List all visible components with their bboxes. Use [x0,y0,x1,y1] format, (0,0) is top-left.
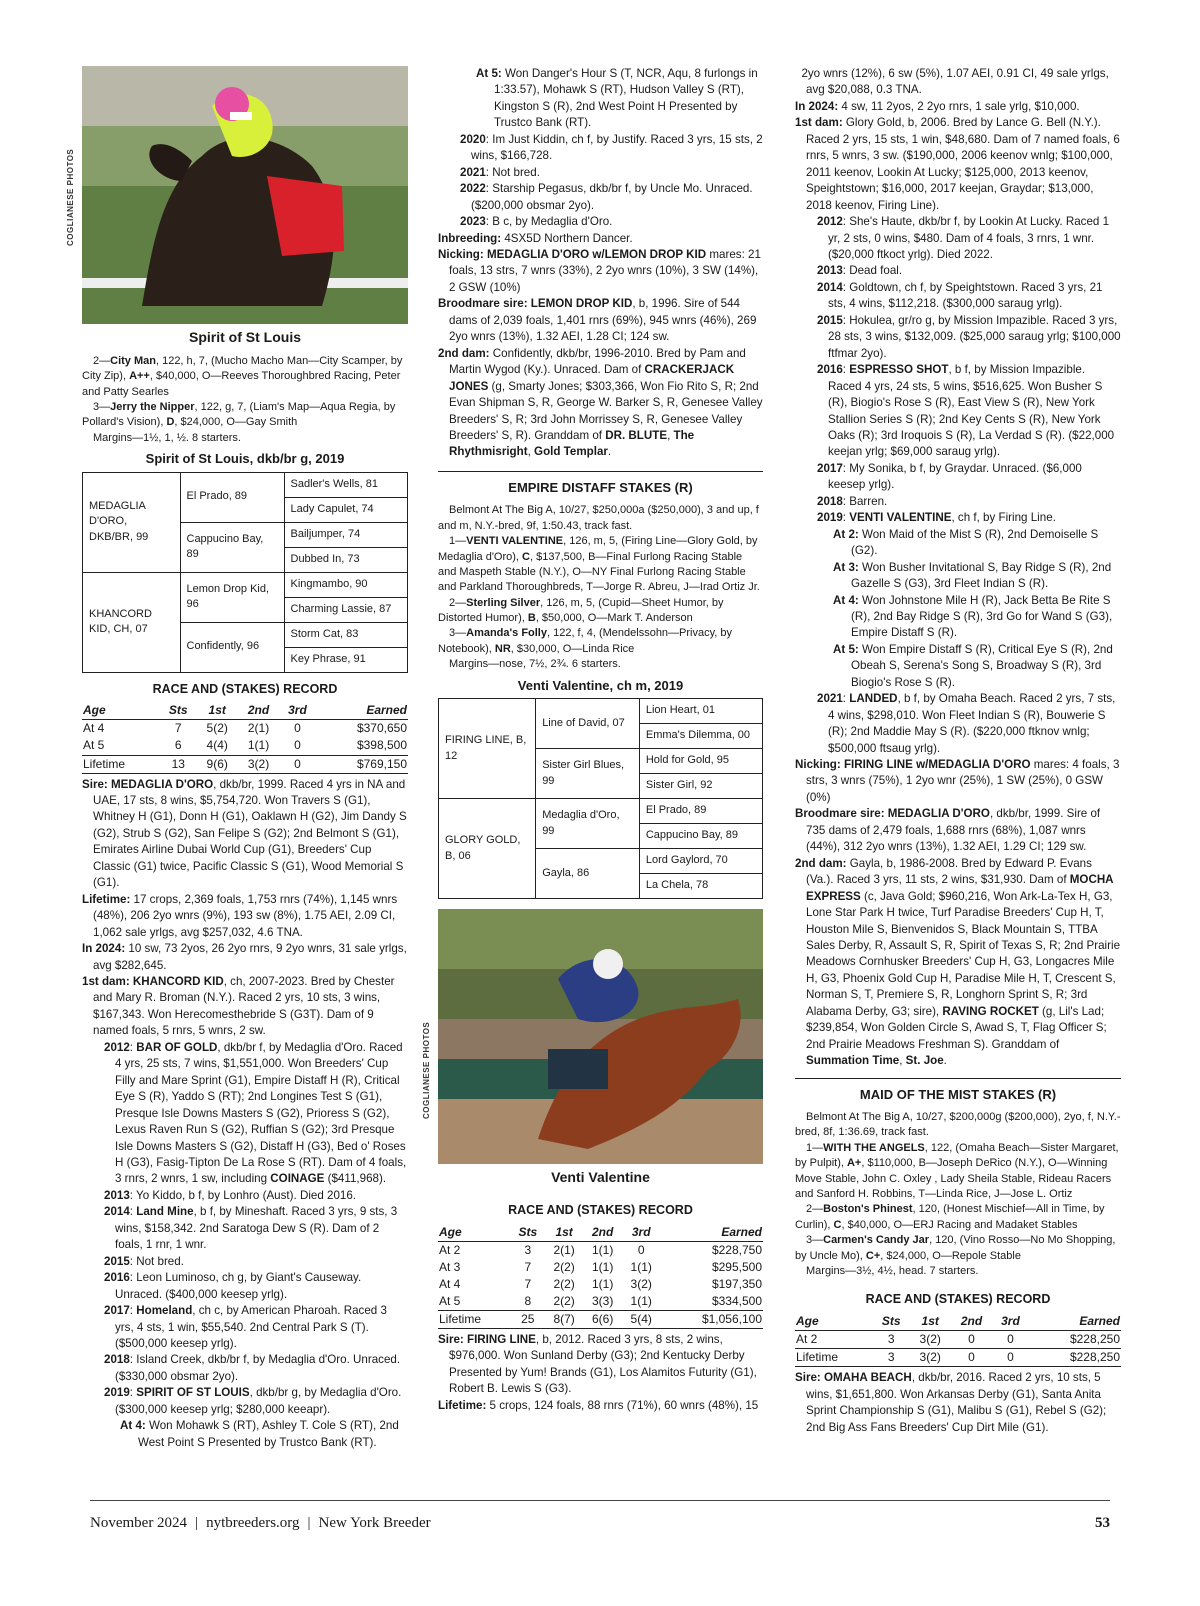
pedigree-grandparent: Confidently, 96 [180,622,284,672]
text-paragraph: 2013: Dead foal. [817,264,903,278]
text-paragraph: Sire: OMAHA BEACH, dkb/br, 2016. Raced 2 yrs, 10 sts, 5 wins, $1,651,800. Won Arkansas Derby (G1), Santa Anita Sprint Championship S (G1), Malibu S (G1), Rebel S (G2); 2nd Big Ass Fans Breeders' Cup Dirt Mile (G1). [795,1371,1107,1434]
pedigree-great-grandparent: Dubbed In, 73 [284,547,408,572]
pedigree-great-grandparent: El Prado, 89 [639,799,762,824]
race-record-table [82,702,408,773]
text-paragraph: 1st dam: KHANCORD KID, ch, 2007-2023. Bred by Chester and Mary R. Broman (N.Y.). Raced 2 yrs, 10 sts, 3 wins, $167,343. Won Herecomesthebride S (G3T). Dam of 9 named foals, 5 rnrs, 5 wnrs, 2 sw. [82,974,395,1038]
record-cell: 3(2) [630,1276,652,1291]
stakes-results [438,503,763,672]
record-cell: At 2 [796,1332,818,1347]
pedigree-grandparent: Cappucino Bay, 89 [180,522,284,572]
text-paragraph: Nicking: FIRING LINE w/MEDAGLIA D'ORO mares: 4 foals, 3 strs, 3 wnrs (75%), 1 2yo wnr (25%), 1 SW (25%), 0 GSW (0%) [795,758,1120,804]
text-paragraph: In 2024: 4 sw, 11 2yos, 2 2yo rnrs, 1 sale yrlg, $10,000. [795,99,1080,113]
record-cell: 2(2) [553,1276,575,1291]
photo-credit: COGLIANESE PHOTOS [66,148,75,246]
pedigree-great-grandparent: Lady Capulet, 74 [284,497,408,522]
pedigree-grandparent: El Prado, 89 [180,472,284,522]
pedigree-dam: KHANCORD KID, CH, 07 [83,572,181,672]
race-photo-venti-valentine [422,909,763,1164]
record-header: Age [795,1313,873,1331]
horse-photo-illustration [82,66,408,324]
record-cell: Lifetime [438,1310,511,1328]
pedigree-great-grandparent: Kingmambo, 90 [284,572,408,597]
record-header: 2nd [238,702,279,720]
text-paragraph: 2019: VENTI VALENTINE, ch f, by Firing Line. [817,511,1056,525]
result-line: Belmont At The Big A, 10/27, $250,000a ($250,000), 3 and up, f and m, N.Y.-bred, 9f, 1:50.43, track fast. [438,504,759,532]
result-line: 3—Jerry the Nipper, 122, g, 7, (Liam's Map—Aqua Regia, by Pollard's Vision), D, $24,000, O—Gay Smith [82,401,396,429]
stakes-results [795,1110,1121,1279]
text-paragraph: 2017: My Sonika, b f, by Graydar. Unraced. ($6,000 keesep yrlg). [817,461,1082,492]
text-paragraph: 2015: Not bred. [104,1254,184,1268]
record-header: 3rd [992,1313,1029,1331]
text-paragraph: At 5: Won Danger's Hour S (T, NCR, Aqu, 8 furlongs in 1:33.57), Mohawk S (RT), Hudson Valley S (RT), Kingston S (R), 2nd West Point H Presented by Trustco Bank (RT). [476,67,758,130]
record-cell: 7 [524,1276,532,1291]
record-header: Age [82,702,160,720]
record-row [438,1293,763,1311]
text-paragraph: Sire: MEDAGLIA D'ORO, dkb/br, 1999. Raced 4 yrs in NA and UAE, 17 sts, 8 wins, $5,754,720. Won Travers S (G1), Whitney H (G1), Donn H (G1), Oaklawn H (G2), Jim Dandy S (G2), Strub S (G2), San Felipe S (G2); 2nd Belmont S (G1), Emirates Airline Dubai World Cup (G1), Breeders' Cup Classic (G1) twice, Pacific Classic S (G1), Wood Memorial S (G1). [82,777,407,890]
record-cell: 3(2) [238,755,279,773]
record-title: RACE AND (STAKES) RECORD [865,1292,1051,1307]
page-number: 53 [1095,1515,1110,1531]
text-paragraph: 2012: BAR OF GOLD, dkb/br f, by Medaglia d'Oro. Raced 4 yrs, 25 sts, 7 wins, $1,551,000. Won Breeders' Cup Filly and Mare Sprint (G1), Empire Distaff H (R), Critical Eye S (R), Yaddo S (RT); 2nd Longines Test S (G1), Presque Isle Downs Masters S (G2), Prioress S (G2), Lexus Raven Run S (G2), Ruffian S (G2); 3rd Presque Isle Downs Masters S (G2), Distaff H (G3), Bed o' Roses H (G3), Fasig-Tipton De La Rose S (RT). Dam of 4 foals, 3 rnrs, 2 wnrs, 1 sw, including COINAGE ($411,968). [104,1040,407,1186]
pedigree-great-grandparent: Sister Girl, 92 [639,774,762,799]
record-cell: 1(1) [630,1293,652,1308]
record-cell: 4(4) [206,738,228,753]
record-cell: 3 [873,1349,910,1367]
result-line: 1—WITH THE ANGELS, 122, (Omaha Beach—Sister Margaret, by Pulpit), A+, $110,000, B—Joseph DeRico (N.Y.), O—Winning Move Stable, John C. Oxley , Lady Sheila Stable, Rideau Racers and Sanford H. Robbins, T—Linda Rice, J—Jose L. Ortiz [795,1141,1119,1201]
race-results [82,354,408,446]
record-cell: 1(1) [592,1242,614,1257]
text-paragraph: In 2024: 10 sw, 73 2yos, 26 2yo rnrs, 9 2yo wnrs, 31 sale yrlgs, avg $282,645. [82,942,407,972]
pedigree-great-grandparent: La Chela, 78 [639,874,762,899]
text-paragraph: At 3: Won Busher Invitational S, Bay Ridge S (R), 2nd Gazelle S (G3), 3rd Fleet Indian S (R). [833,560,1112,591]
record-cell: $370,650 [356,721,407,736]
record-row [82,737,408,755]
pedigree-great-grandparent: Hold for Gold, 95 [639,749,762,774]
footer-publication: New York Breeder [318,1515,431,1531]
pedigree-great-grandparent: Emma's Dilemma, 00 [639,724,762,749]
record-cell: 0 [968,1332,975,1347]
record-cell: At 5 [439,1293,461,1308]
record-header: Earned [661,1224,764,1242]
record-cell: 5(4) [622,1310,661,1328]
text-paragraph: 2014: Land Mine, b f, by Mineshaft. Raced 3 yrs, 9 sts, 3 wins, $158,342. 2nd Saratoga Dew S (R). Dam of 2 foals, 1 rnr, 1 wnr. [104,1205,398,1252]
record-cell: $398,500 [356,738,407,753]
record-cell: $769,150 [316,755,408,773]
column-2 [422,66,763,1414]
record-cell: At 4 [83,721,105,736]
record-cell: At 4 [439,1276,461,1291]
record-cell: 0 [637,1242,645,1257]
photo-caption: Spirit of St Louis [189,329,301,345]
record-cell: 2(1) [553,1242,575,1257]
record-cell: 2(2) [553,1259,575,1274]
pedigree-great-grandparent: Key Phrase, 91 [284,647,408,672]
text-paragraph: At 2: Won Maid of the Mist S (R), 2nd Demoiselle S (G2). [833,527,1099,558]
result-line: Margins—nose, 7½, 2¾. 6 starters. [449,658,621,671]
text-paragraph: 2018: Island Creek, dkb/br f, by Medaglia d'Oro. Unraced. ($330,000 obsmar 2yo). [104,1353,401,1383]
record-cell: 1(1) [592,1259,614,1274]
text-paragraph: 1st dam: Glory Gold, b, 2006. Bred by Lance G. Bell (N.Y.). Raced 2 yrs, 15 sts, 1 win, $48,680. Dam of 7 named foals, 6 rnrs, 5 wnrs, 3 sw. ($190,000, 2006 keenov wnlg; $100,000, 2011 keenov, Lookin At Lucky; $125,000, 2013 keenov, Speightstown; $16,000, 2017 keejan, Graydar; $13,000, 2018 keenov, Firing Line). [795,116,1120,212]
record-row [795,1331,1121,1349]
sire-notes [795,1370,1121,1436]
record-cell: 3(2) [919,1332,941,1347]
photo-credit: COGLIANESE PHOTOS [422,1021,431,1120]
text-paragraph: At 4: Won Johnstone Mile H (R), Jack Betta Be Rite S (R), 2nd Bay Ridge S (R), 3rd Go for Wand S (G3), Empire Distaff S (R). [833,593,1113,640]
text-paragraph: 2020: Im Just Kiddin, ch f, by Justify. Raced 3 yrs, 15 sts, 2 wins, $166,728. [460,132,763,163]
text-paragraph: 2015: Hokulea, gr/ro g, by Mission Impazible. Raced 3 yrs, 28 sts, 3 wins, $132,009. ($25,000 saraug yrlg; $100,000 ftfmar 2yo). [817,313,1121,360]
record-cell: 5(2) [206,721,228,736]
record-cell: $295,500 [711,1259,762,1274]
record-cell: 0 [279,755,316,773]
pedigree-great-grandparent: Lord Gaylord, 70 [639,849,762,874]
text-paragraph: Lifetime: 17 crops, 2,369 foals, 1,753 rnrs (74%), 1,145 wnrs (48%), 206 2yo wnrs (9%), 193 sw (8%), 1.75 AEI, 2.09 CI, 1,062 sale yrlgs, avg $257,032, 4.6 TNA. [82,892,398,939]
record-cell: 1(1) [592,1276,614,1291]
text-paragraph: 2nd dam: Gayla, b, 1986-2008. Bred by Edward P. Evans (Va.). Raced 3 yrs, 11 sts, 2 wins, $31,930. Dam of MOCHA EXPRESS (c, Java Gold; $960,216, Won Ark-La-Tex H, G3, Lone Star Park H twice, Turf Paradise Breeders' Cup H, T, Houston Mile S, Bienvenidos S, Black Mountain S, TTBA Sales Derby, R, Assault S, R, Spirit of Texas S, R; 2nd Prairie Meadows Cornhusker Breeders' Cup H, G3, Longacres Mile H, G3, Phoenix Gold Cup H, Paradise Mile H, T, Crescent S, Norman S, T, Premiere S, R, Longhorn Sprint S, R; 3rd Alabama Derby, G3; sire), RAVING ROCKET (g, Lil's Lad; $239,854, Won Golden Circle S, Awad S, T, Flag Officer S; 2nd Prairie Meadows Freshman S). Granddam of Summation Time, St. Joe. [795,856,1121,1068]
record-cell: 0 [294,738,301,753]
record-header: Sts [511,1224,545,1242]
result-line: Belmont At The Big A, 10/27, $200,000g ($200,000), 2yo, f, N.Y.-bred, 8f, 1:36.69, track fast. [795,1111,1121,1139]
record-row [82,720,408,738]
text-paragraph: Sire: FIRING LINE, b, 2012. Raced 3 yrs, 8 sts, 2 wins, $976,000. Won Sunland Derby (G3); 2nd Kentucky Derby Presented by Yum! Brands (G1), Los Alamitos Futurity (G1), Robert B. Lewis S (G3). [438,1332,757,1396]
result-line: Margins—1½, 1, ½. 8 starters. [93,431,241,444]
record-cell: Lifetime [795,1349,873,1367]
pedigree-table [438,698,763,899]
record-cell: 3 [887,1332,895,1347]
text-paragraph: 2019: SPIRIT OF ST LOUIS, dkb/br g, by Medaglia d'Oro. ($300,000 keesep yrlg; $280,000 keeapr). [104,1386,402,1416]
pedigree-great-grandparent: Lion Heart, 01 [639,699,762,724]
text-paragraph: 2nd dam: Confidently, dkb/br, 1996-2010. Bred by Pam and Martin Wygod (Ky.). Unraced. Dam of CRACKERJACK JONES (g, Smarty Jones; $303,366, Won Fio Rito S, R; 2nd Evan Shipman S, R, George W. Barker S, R, Genesee Valley Breeders' S, R; 3rd John Morrissey S, R, Genesee Valley Breeders' S, R). Granddam of DR. BLUTE, The Rhythmisright, Gold Templar. [438,346,763,459]
text-paragraph: Inbreeding: 4SX5D Northern Dancer. [438,231,633,245]
pedigree-great-grandparent: Storm Cat, 83 [284,622,408,647]
result-line: 1—VENTI VALENTINE, 126, m, 5, (Firing Line—Glory Gold, by Medaglia d'Oro), C, $137,500, B—Final Furlong Racing Stable and Maspeth Stable (N.Y.), O—NY Final Furlong Racing Stable and Parkland Thoroughbreds, T—Jorge R. Abreu, J—Irad Ortiz Jr. [438,535,760,594]
pedigree-grandparent: Medaglia d'Oro, 99 [536,799,640,849]
pedigree-title: Spirit of St Louis, dkb/br g, 2019 [145,451,345,467]
record-cell: 1(1) [247,738,270,753]
record-cell: 6 [174,738,182,753]
record-row [438,1276,763,1293]
text-paragraph: 2014: Goldtown, ch f, by Speightstown. Raced 3 yrs, 21 sts, 4 wins, $112,218. ($300,000 saraug yrlg). [817,280,1103,311]
result-line: 2—City Man, 122, h, 7, (Mucho Macho Man—City Scamper, by City Zip), A++, $40,000, O—Reeves Thoroughbred Racing, Peter and Patty Searles [82,354,403,398]
record-header: Age [438,1224,511,1242]
record-cell: $1,056,100 [661,1310,764,1328]
text-paragraph: 2012: She's Haute, dkb/br f, by Lookin At Lucky. Raced 1 yr, 2 sts, 0 wins, $480. Dam of 4 foals, 3 rnrs, 1 wnr. ($20,000 ftkoct yrlg). Died 2022. [817,215,1110,261]
pedigree-table [82,472,408,673]
text-paragraph: At 5: Won Empire Distaff S (R), Critical Eye S (R), 2nd Obeah S, Serena's Song S, Broadway S (R), 3rd Biogio's Rose S (R). [833,642,1113,689]
record-header: 2nd [951,1313,992,1331]
record-header: 2nd [583,1224,622,1242]
text-paragraph: 2023: B c, by Medaglia d'Oro. [460,215,613,229]
record-row [438,1241,763,1259]
column-1 [66,66,408,1451]
page-footer: November 2024 | nytbreeders.org | New York Breeder 53 [90,1500,1110,1532]
record-header: 1st [197,702,238,720]
text-paragraph: 2017: Homeland, ch c, by American Pharoah. Raced 3 yrs, 4 sts, 1 win, $55,540. 2nd Central Park S (T). ($500,000 keesep yrlg). [104,1304,387,1350]
record-cell: 6(6) [583,1310,622,1328]
pedigree-grandparent: Lemon Drop Kid, 96 [180,572,284,622]
sire-dam-notes [82,777,408,1452]
family-notes [795,66,1121,1070]
pedigree-title: Venti Valentine, ch m, 2019 [517,677,684,693]
record-cell: 3(2) [910,1349,951,1367]
pedigree-grandparent: Gayla, 86 [536,849,640,899]
record-header: 1st [910,1313,951,1331]
record-cell: 0 [951,1349,992,1367]
pedigree-great-grandparent: Charming Lassie, 87 [284,597,408,622]
result-line: 2—Sterling Silver, 126, m, 5, (Cupid—Sheet Humor, by Distorted Humor), B, $50,000, O—Mark T. Anderson [438,596,724,625]
record-cell: $197,350 [711,1276,762,1291]
footer-month: November 2024 [90,1515,188,1531]
record-cell: 7 [174,721,182,736]
record-cell: At 5 [83,738,105,753]
record-cell: 3(3) [592,1293,614,1308]
record-cell: $228,750 [711,1242,762,1257]
stakes-heading: EMPIRE DISTAFF STAKES (R) [438,471,763,497]
record-header: Earned [316,702,408,720]
record-cell: 8(7) [545,1310,584,1328]
record-header: 3rd [279,702,316,720]
record-cell: 7 [524,1259,532,1274]
record-cell: 0 [992,1349,1029,1367]
race-record-table [438,1224,763,1329]
record-cell: Lifetime [82,755,160,773]
text-paragraph: 2021: Not bred. [460,165,540,179]
record-cell: 1(1) [630,1259,652,1274]
sire-notes [438,1332,763,1414]
pedigree-great-grandparent: Bailjumper, 74 [284,522,408,547]
pedigree-grandparent: Sister Girl Blues, 99 [536,749,640,799]
record-cell: 2(1) [247,721,270,736]
stakes-heading: MAID OF THE MIST STAKES (R) [795,1078,1121,1104]
text-paragraph: 2016: ESPRESSO SHOT, b f, by Mission Impazible. Raced 4 yrs, 24 sts, 5 wins, $516,625. Won Busher S (R), Biogio's Rose S (R), East View S (R), New York Stallion Series S (R); 2nd Key Cents S (R), New York Oaks (R); 3rd Iroquois S (R), La Verdad S (R). ($22,000 keejan yrlg; $69,000 saraug yrlg). [817,363,1115,459]
text-paragraph: 2016: Leon Luminoso, ch g, by Giant's Causeway. Unraced. ($400,000 keesep yrlg). [104,1271,362,1301]
record-header: Sts [160,702,197,720]
result-line: 3—Carmen's Candy Jar, 120, (Vino Rosso—No Mo Shopping, by Uncle Mo), C+, $24,000, O—Repole Stable [795,1234,1116,1262]
record-cell: 13 [160,755,197,773]
text-paragraph: 2021: LANDED, b f, by Omaha Beach. Raced 2 yrs, 7 sts, 4 wins, $298,010. Won Fleet Indian S (R), Bouwerie S (R); 2nd Maddie May S (R). ($220,000 ftknov wnlg; $500,000 ftsaug yrlg). [817,692,1116,755]
pedigree-great-grandparent: Cappucino Bay, 89 [639,824,762,849]
footer-site-link[interactable]: nytbreeders.org [206,1515,300,1531]
column-3 [795,66,1121,1436]
record-cell: At 2 [439,1242,461,1257]
text-paragraph: At 4: Won Mohawk S (RT), Ashley T. Cole S (RT), 2nd West Point S Presented by Trustco Bank (RT). [120,1419,399,1449]
record-header: 1st [545,1224,584,1242]
record-header: Earned [1029,1313,1121,1331]
horse-photo-illustration [438,909,763,1164]
record-cell: 0 [1007,1332,1014,1347]
pedigree-great-grandparent: Sadler's Wells, 81 [284,472,408,497]
family-notes [438,66,763,461]
record-cell: $228,250 [1069,1332,1120,1347]
record-row [438,1259,763,1276]
pedigree-sire: FIRING LINE, B, 12 [439,699,536,799]
text-paragraph: Lifetime: 5 crops, 124 foals, 88 rnrs (71%), 60 wnrs (48%), 15 [438,1398,759,1412]
text-paragraph: Nicking: MEDAGLIA D'ORO w/LEMON DROP KID mares: 21 foals, 13 strs, 7 wnrs (33%), 2 2yo wnrs (10%), 3 SW (14%), 2 GSW (10%) [438,247,761,294]
record-cell: At 3 [439,1259,461,1274]
photo-caption: Venti Valentine [551,1169,650,1186]
record-cell: 9(6) [197,755,238,773]
record-header: Sts [873,1313,910,1331]
record-cell: 25 [511,1310,545,1328]
text-paragraph: 2022: Starship Pegasus, dkb/br f, by Uncle Mo. Unraced. ($200,000 obsmar 2yo). [460,182,753,212]
record-cell: 0 [294,721,301,736]
record-header: 3rd [622,1224,661,1242]
race-photo-spirit-of-st-louis [66,66,408,324]
text-paragraph: 2yo wnrs (12%), 6 sw (5%), 1.07 AEI, 0.91 CI, 49 sale yrlgs, avg $20,088, 0.3 TNA. [795,67,1109,97]
text-paragraph: 2013: Yo Kiddo, b f, by Lonhro (Aust). Died 2016. [104,1188,357,1202]
record-cell: $334,500 [711,1293,762,1308]
record-title: RACE AND (STAKES) RECORD [152,681,338,696]
pedigree-dam: GLORY GOLD, B, 06 [439,799,536,899]
text-paragraph: Broodmare sire: MEDAGLIA D'ORO, dkb/br, 1999. Sire of 735 dams of 2,479 foals, 1,688 rnrs (68%), 1,087 wnrs (44%), 312 2yo wnrs (13%), 1.32 AEI, 1.29 CI; 129 sw. [795,807,1101,854]
record-cell: 2(2) [553,1293,575,1308]
race-record-table [795,1313,1121,1367]
record-row [438,1310,763,1328]
result-line: Margins—3½, 4½, head. 7 starters. [806,1265,979,1277]
result-line: 2—Boston's Phinest, 120, (Honest Mischief—All in Time, by Curlin), C, $40,000, O—ERJ Racing and Madaket Stables [795,1203,1105,1231]
record-title: RACE AND (STAKES) RECORD [508,1202,693,1217]
result-line: 3—Amanda's Folly, 122, f, 4, (Mendelssohn—Privacy, by Notebook), NR, $30,000, O—Linda Rice [438,627,733,655]
record-cell: 3 [524,1242,532,1257]
text-paragraph: Broodmare sire: LEMON DROP KID, b, 1996. Sire of 544 dams of 2,039 foals, 1,401 rnrs (69%), 945 wnrs (46%), 269 2yo wnrs (13%), 1.32 AEI, 1.28 CI; 124 sw. [438,297,757,344]
text-paragraph: 2018: Barren. [817,494,888,508]
record-row [82,755,408,773]
pedigree-sire: MEDAGLIA D'ORO, DKB/BR, 99 [83,472,181,572]
record-cell: 8 [524,1293,532,1308]
pedigree-grandparent: Line of David, 07 [536,699,640,749]
record-row [795,1349,1121,1367]
record-cell: $228,250 [1029,1349,1121,1367]
